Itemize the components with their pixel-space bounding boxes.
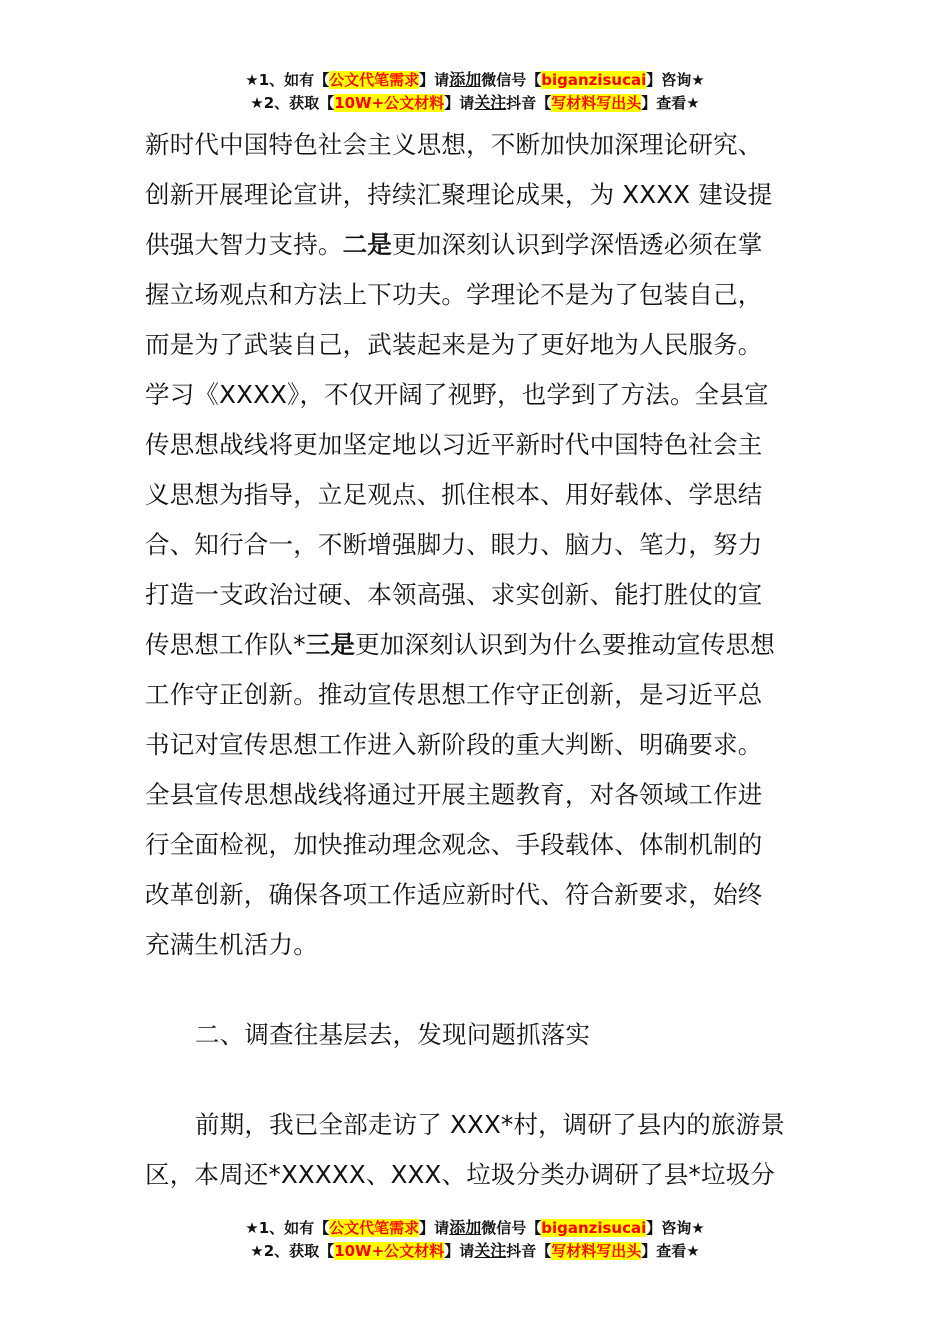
banner-highlight-wechat: biganzisucai — [541, 71, 647, 89]
body-line: 充满生机活力。 — [145, 930, 318, 959]
banner-highlight-service: 公文代笔需求 — [329, 1219, 420, 1237]
banner-line-2 — [0, 1239, 950, 1262]
banner-text: 】请 — [444, 94, 475, 112]
banner-text: 微信号【 — [481, 71, 542, 89]
banner-highlight-materials: 10W+公文材料 — [334, 94, 445, 112]
body-text: 供强大智力支持。 — [145, 230, 343, 259]
banner-underlined: 关注 — [474, 93, 507, 112]
banner-text: 】请 — [444, 1242, 475, 1260]
body-line: 前期，我已全部走访了 XXX*村，调研了县内的旅游景 — [195, 1110, 786, 1139]
banner-text: ★1、如有【 — [245, 1219, 330, 1237]
banner-highlight-douyin: 写材料写出头 — [551, 1242, 642, 1260]
bold-marker-two: 二是 — [342, 230, 393, 259]
banner-underlined: 添加 — [449, 70, 482, 89]
banner-underlined: 关注 — [474, 1241, 507, 1260]
banner-text: ★2、获取【 — [250, 1242, 335, 1260]
body-line: 改革创新，确保各项工作适应新时代、符合新要求，始终 — [145, 880, 763, 909]
body-line: 全县宣传思想战线将通过开展主题教育，对各领域工作进 — [145, 780, 763, 809]
body-line: 传思想战线将更加坚定地以习近平新时代中国特色社会主 — [145, 430, 763, 459]
banner-text: 微信号【 — [481, 1219, 542, 1237]
body-line: 学习《XXXX》，不仅开阔了视野，也学到了方法。全县宣 — [145, 380, 769, 409]
banner-text: 抖音【 — [506, 94, 552, 112]
body-line: 新时代中国特色社会主义思想，不断加快加深理论研究、 — [145, 130, 763, 159]
banner-text: 】请 — [419, 1219, 450, 1237]
banner-text: 】咨询★ — [646, 1219, 705, 1237]
banner-highlight-materials: 10W+公文材料 — [334, 1242, 445, 1260]
body-line: 合、知行合一，不断增强脚力、眼力、脑力、笔力，努力 — [145, 530, 763, 559]
banner-text: 】查看★ — [641, 1242, 700, 1260]
banner-text: ★2、获取【 — [250, 94, 335, 112]
banner-text: 】请 — [419, 71, 450, 89]
banner-line-1 — [0, 68, 950, 91]
body-line: 握立场观点和方法上下功夫。学理论不是为了包装自己， — [145, 280, 763, 309]
section-heading: 二、调查往基层去，发现问题抓落实 — [195, 1020, 591, 1049]
banner-text: 】咨询★ — [646, 71, 705, 89]
banner-text: ★1、如有【 — [245, 71, 330, 89]
banner-highlight-service: 公文代笔需求 — [329, 71, 420, 89]
banner-line-1 — [0, 1216, 950, 1239]
banner-text: 】查看★ — [641, 94, 700, 112]
body-line: 义思想为指导，立足观点、抓住根本、用好载体、学思结 — [145, 480, 763, 509]
paragraph-gap — [145, 970, 825, 1010]
body-line: 书记对宣传思想工作进入新阶段的重大判断、明确要求。 — [145, 730, 763, 759]
body-line — [145, 620, 825, 670]
body-line: 工作守正创新。推动宣传思想工作守正创新，是习近平总 — [145, 680, 763, 709]
bold-marker-three: 三是 — [305, 630, 356, 659]
banner-highlight-wechat: biganzisucai — [541, 1219, 647, 1237]
footer-banner — [0, 1216, 950, 1262]
banner-text: 抖音【 — [506, 1242, 552, 1260]
document-body — [145, 120, 825, 1200]
banner-underlined: 添加 — [449, 1218, 482, 1237]
body-line: 打造一支政治过硬、本领高强、求实创新、能打胜仗的宣 — [145, 580, 763, 609]
body-text: 更加深刻认识到为什么要推动宣传思想 — [355, 630, 775, 659]
body-line — [145, 220, 825, 270]
body-text: 更加深刻认识到学深悟透必须在掌 — [392, 230, 763, 259]
body-line: 行全面检视，加快推动理念观念、手段载体、体制机制的 — [145, 830, 763, 859]
banner-line-2 — [0, 91, 950, 114]
body-line: 而是为了武装自己，武装起来是为了更好地为人民服务。 — [145, 330, 763, 359]
banner-highlight-douyin: 写材料写出头 — [551, 94, 642, 112]
body-line: 区，本周还*XXXXX、XXX、垃圾分类办调研了县*垃圾分 — [145, 1160, 776, 1189]
header-banner — [0, 68, 950, 114]
body-text: 传思想工作队* — [145, 630, 306, 659]
body-line: 创新开展理论宣讲，持续汇聚理论成果，为 XXXX 建设提 — [145, 180, 773, 209]
paragraph-gap — [145, 1060, 825, 1100]
